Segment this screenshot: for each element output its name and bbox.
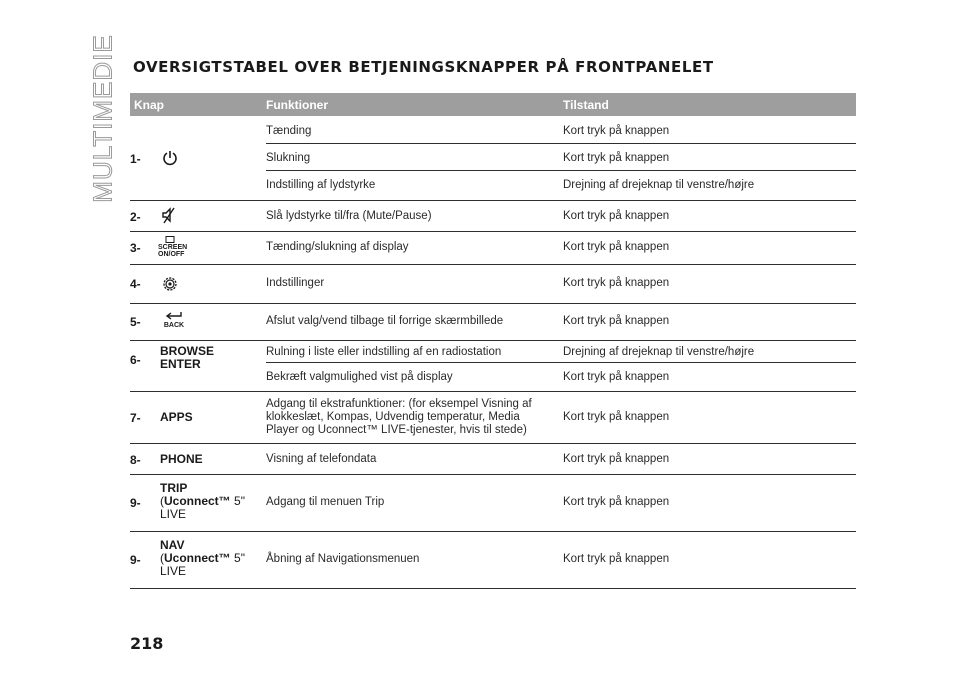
row-function: Åbning af Navigationsmenuen <box>266 553 420 565</box>
live-label: LIVE <box>160 564 187 578</box>
row-number: 4- <box>130 277 141 291</box>
table-row <box>130 341 856 392</box>
row-state: Kort tryk på knappen <box>563 277 670 289</box>
page-number: 218 <box>130 634 164 653</box>
row-number: 8- <box>130 453 141 467</box>
row-function: Tænding <box>266 125 312 137</box>
header-tilstand: Tilstand <box>563 98 609 112</box>
row-state: Drejning af drejeknap til venstre/højre <box>563 179 755 191</box>
browse-label: BROWSE <box>160 344 214 358</box>
row-function: Tænding/slukning af display <box>266 241 409 253</box>
page-title: OVERSIGTSTABEL OVER BETJENINGSKNAPPER PÅ FRONTPANELET <box>133 58 714 76</box>
row-function: Afslut valg/vend tilbage til forrige skærmbillede <box>266 315 504 327</box>
table-row <box>130 116 856 201</box>
table-header <box>130 93 856 116</box>
trip-button-label <box>160 482 245 521</box>
row-state: Kort tryk på knappen <box>563 315 670 327</box>
side-label-text: MULTIMEDIE <box>87 33 118 203</box>
row-number: 1- <box>130 152 141 166</box>
row-function: Indstillinger <box>266 277 325 289</box>
row-function: Adgang til menuen Trip <box>266 496 385 508</box>
screen-size-label: 5" <box>230 551 245 565</box>
section-side-label <box>86 33 120 203</box>
row-number: 9- <box>130 496 141 510</box>
row-state: Kort tryk på knappen <box>563 152 670 164</box>
controls-table <box>130 93 856 589</box>
row-function: Slukning <box>266 152 311 164</box>
table-row <box>130 444 856 475</box>
table-row <box>130 475 856 532</box>
table-row <box>130 392 856 444</box>
back-icon <box>162 310 186 329</box>
settings-gear-icon <box>160 274 180 299</box>
table-row <box>130 265 856 304</box>
row-function: Visning af telefondata <box>266 453 377 465</box>
row-function-line: Adgang til ekstrafunktioner: (for eksempel Visning af <box>266 398 532 410</box>
uconnect-label: Uconnect™ <box>164 494 231 508</box>
row-state: Kort tryk på knappen <box>563 125 670 137</box>
enter-label: ENTER <box>160 357 201 371</box>
browse-enter-knob-label <box>160 345 214 371</box>
trip-label: TRIP <box>160 481 188 495</box>
row-divider <box>266 170 856 171</box>
mute-icon <box>160 206 178 229</box>
row-state: Kort tryk på knappen <box>563 411 670 423</box>
back-icon-label: BACK <box>163 322 185 329</box>
power-icon <box>162 150 178 171</box>
header-funktioner: Funktioner <box>266 98 328 112</box>
row-state: Kort tryk på knappen <box>563 241 670 253</box>
row-function: Bekræft valgmulighed vist på display <box>266 371 453 383</box>
row-function: Indstilling af lydstyrke <box>266 179 376 191</box>
apps-button-label: APPS <box>160 410 193 424</box>
row-number: 2- <box>130 210 141 224</box>
header-knap: Knap <box>134 98 164 112</box>
table-row <box>130 201 856 232</box>
screen-icon-label: SCREEN <box>158 244 188 251</box>
row-state: Kort tryk på knappen <box>563 210 670 222</box>
row-state: Drejning af drejeknap til venstre/højre <box>563 346 755 358</box>
table-row <box>130 532 856 589</box>
live-label: LIVE <box>160 507 187 521</box>
row-function-line: klokkeslæt, Kompas, Udvendig temperatur, Media <box>266 411 520 423</box>
row-number: 6- <box>130 353 141 367</box>
row-state: Kort tryk på knappen <box>563 553 670 565</box>
table-row <box>130 304 856 341</box>
paren-open: ( <box>160 551 164 565</box>
screen-size-label: 5" <box>230 494 245 508</box>
row-divider <box>266 143 856 144</box>
row-state: Kort tryk på knappen <box>563 453 670 465</box>
row-function: Slå lydstyrke til/fra (Mute/Pause) <box>266 210 432 222</box>
row-number: 9- <box>130 553 141 567</box>
paren-open: ( <box>160 494 164 508</box>
uconnect-label: Uconnect™ <box>164 551 231 565</box>
row-function: Rulning i liste eller indstilling af en radiostation <box>266 346 502 358</box>
row-function <box>266 398 556 437</box>
row-number: 3- <box>130 241 141 255</box>
onoff-icon-label: ON/OFF <box>158 251 185 258</box>
row-number: 7- <box>130 411 141 425</box>
nav-button-label <box>160 539 245 578</box>
row-divider <box>266 362 856 363</box>
table-row <box>130 232 856 265</box>
row-state: Kort tryk på knappen <box>563 371 670 383</box>
screen-onoff-icon <box>158 236 188 258</box>
nav-label: NAV <box>160 538 185 552</box>
row-function-line: Player og Uconnect™ LIVE-tjenester, hvis til stede) <box>266 424 527 436</box>
row-state: Kort tryk på knappen <box>563 496 670 508</box>
phone-button-label: PHONE <box>160 452 203 466</box>
row-number: 5- <box>130 315 141 329</box>
